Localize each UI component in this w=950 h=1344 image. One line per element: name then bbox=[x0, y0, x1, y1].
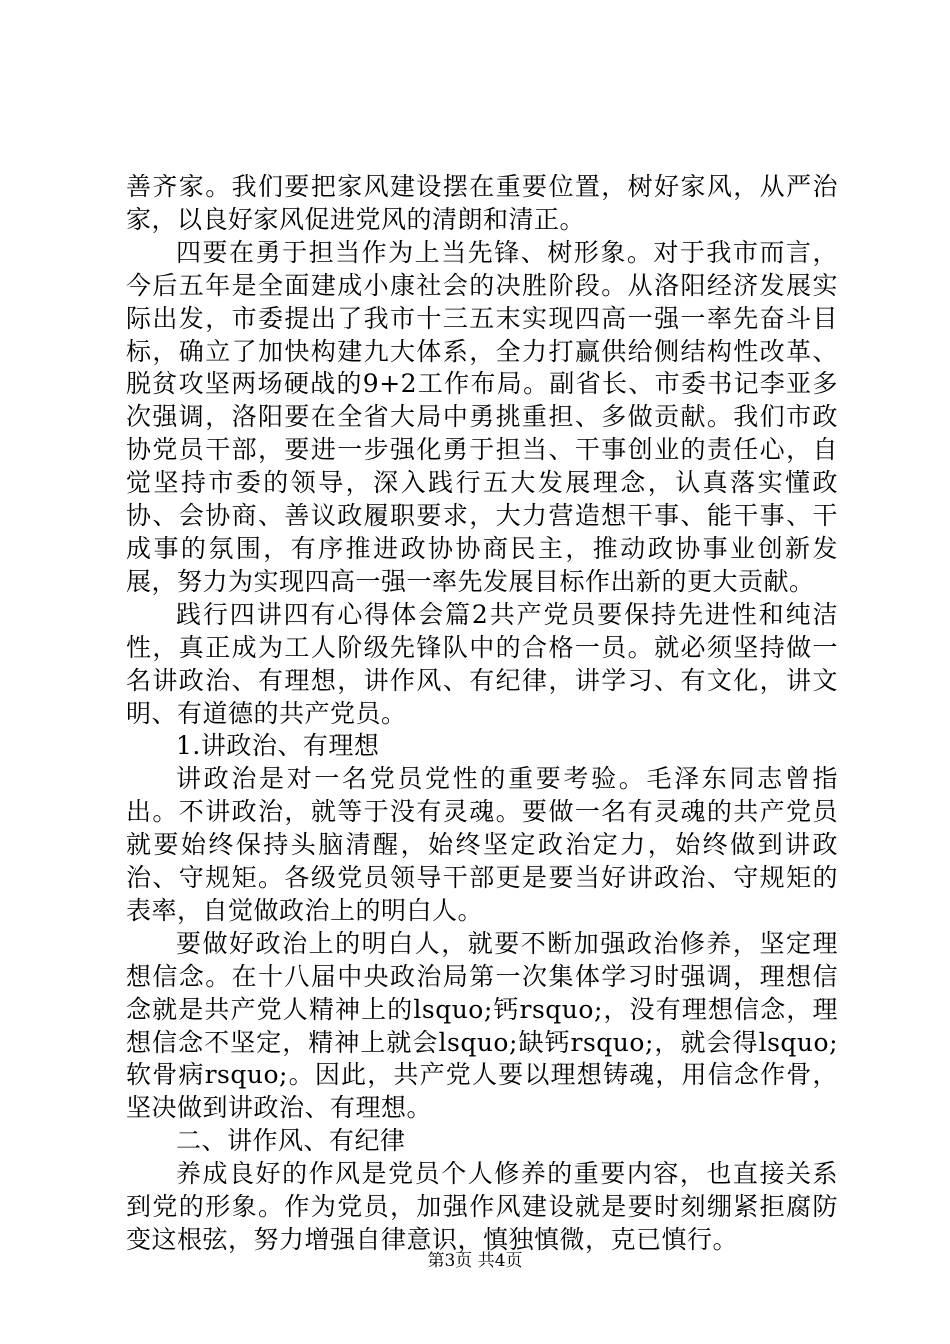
paragraph-style: 养成良好的作风是党员个人修养的重要内容，也直接关系到党的形象。作为党员，加强作风建设就是要时刻绷紧拒腐防变这根弦，努力增强自律意识，慎独慎微，克已慎行。 bbox=[126, 1159, 838, 1254]
paragraph-continued: 善齐家。我们要把家风建设摆在重要位置，树好家风，从严治家，以良好家风促进党风的清朗和清正。 bbox=[126, 172, 838, 234]
section-heading-style: 二、讲作风、有纪律 bbox=[176, 1126, 406, 1156]
paragraph-politics: 讲政治是对一名党员党性的重要考验。毛泽东同志曾指出。不讲政治，就等于没有灵魂。要做一名有灵魂的共产党员就要始终保持头脑清醒，始终坚定政治定力，始终做到讲政治、守规矩。各级党员领导干部更是要当好讲政治、守规矩的表率，自觉做政治上的明白人。 bbox=[126, 764, 838, 925]
page-number-footer: 第3页 共4页 bbox=[427, 1251, 523, 1271]
paragraph-fourth-requirement: 四要在勇于担当作为上当先锋、树形象。对于我市而言，今后五年是全面建成小康社会的决胜阶段。从洛阳经济发展实际出发，市委提出了我市十三五末实现四高一强一率先奋斗目标，确立了加快构建九大体系，全力打赢供给侧结构性改革、脱贫攻坚两场硬战的9+2工作布局。副省长、市委书记李亚多次强调，洛阳要在全省大局中勇挑重担、多做贡献。我们市政协党员干部，要进一步强化勇于担当、干事创业的责任心，自觉坚持市委的领导，深入践行五大发展理念，认真落实懂政协、会协商、善议政履职要求，大力营造想干事、能干事、干成事的氛围，有序推进政协协商民主，推动政协事业创新发展，努力为实现四高一强一率先发展目标作出新的更大贡献。 bbox=[126, 237, 838, 596]
paragraph-article-2-intro: 践行四讲四有心得体会篇2共产党员要保持先进性和纯洁性，真正成为工人阶级先锋队中的合格一员。就必须坚持做一名讲政治、有理想，讲作风、有纪律，讲学习、有文化，讲文明、有道德的共产党员。 bbox=[126, 599, 838, 728]
section-heading-politics: 1.讲政治、有理想 bbox=[176, 731, 380, 761]
paragraph-ideals: 要做好政治上的明白人，就要不断加强政治修养，坚定理想信念。在十八届中央政治局第一次集体学习时强调，理想信念就是共产党人精神上的lsquo;钙rsquo;，没有理想信念，理想信念不坚定，精神上就会lsquo;缺钙rsquo;，就会得lsquo;软骨病rsquo;。因此，共产党人要以理想铸魂，用信念作骨，坚决做到讲政治、有理想。 bbox=[126, 928, 838, 1123]
document-body bbox=[126, 171, 838, 1257]
